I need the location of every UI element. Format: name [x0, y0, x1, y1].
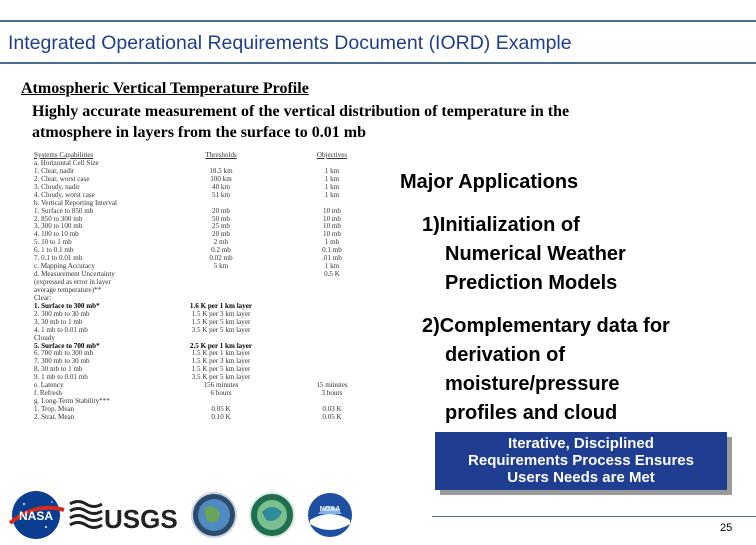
threshold-cell: 156 minutes [203, 381, 239, 390]
condition-cell: 5. Surface to 700 mb* [34, 341, 100, 350]
conditions-header: Systems Capabilities [34, 151, 94, 159]
application-line: derivation of [445, 344, 566, 366]
threshold-cell: 1.5 K per 3 km layer [191, 357, 251, 366]
objective-cell [302, 295, 362, 303]
objective-cell: 0.1 mb [322, 246, 342, 255]
thresholds-column [166, 152, 276, 422]
earth-seal-icon [250, 493, 294, 537]
condition-cell: 6. 700 mb to 300 mb [34, 349, 94, 358]
objective-cell: 1 km [324, 190, 340, 199]
application-line: 1)Initialization of [422, 214, 580, 236]
usgs-logo-text: USGS [104, 504, 178, 534]
objective-cell: 1 km [324, 166, 340, 175]
threshold-cell: 5 km [213, 262, 229, 271]
threshold-cell: 2.5 K per 1 km layer [189, 341, 253, 350]
page-title: Integrated Operational Requirements Document (IORD) Example [8, 32, 572, 54]
objective-cell: 10 mb [323, 206, 341, 215]
objective-cell [302, 343, 362, 351]
requirements-table [34, 152, 354, 482]
condition-cell: 7. 0.1 to 0.01 mb [34, 254, 83, 263]
section-description [32, 101, 732, 143]
objective-cell [302, 319, 362, 327]
objective-cell: 3 hours [321, 389, 343, 398]
application-line: 2)Complementary data for [422, 315, 670, 337]
threshold-cell: 100 km [210, 174, 232, 183]
objectives-header: Objectives [316, 151, 348, 159]
threshold-cell: 1.6 K per 1 km layer [189, 301, 253, 310]
description-line: Highly accurate measurement of the vertical distribution of temperature in the [32, 103, 570, 120]
threshold-cell: 25 mb [212, 222, 230, 231]
objective-cell [302, 303, 362, 311]
condition-cell: f. Refresh [34, 389, 62, 398]
threshold-cell [166, 287, 276, 295]
usgs-logo [70, 502, 178, 535]
objective-cell: 1 mb [324, 238, 340, 247]
condition-cell: 7. 300 mb to 30 mb [34, 357, 90, 366]
objective-cell [302, 327, 362, 335]
condition-cell: 3. 30 mb to 1 mb [34, 317, 83, 326]
objective-cell [302, 311, 362, 319]
description-line: atmosphere in layers from the surface to 0.01 mb [32, 124, 367, 141]
condition-cell: 3. 300 to 100 mb [34, 222, 83, 231]
condition-cell: 4. 100 to 10 mb [34, 230, 79, 239]
condition-cell: 1. Clear, nadir [34, 166, 75, 175]
objective-cell: 1 km [324, 182, 340, 191]
condition-cell: 2. 850 to 300 mb [34, 214, 83, 223]
condition-cell: b. Vertical Reporting Interval [34, 198, 117, 207]
objective-cell: 0.05 K [322, 412, 342, 421]
condition-cell: 2. Clear, worst case [34, 174, 90, 183]
condition-cell: 1. Surface to 300 mb* [34, 301, 100, 310]
threshold-cell: 2 mb [213, 238, 229, 247]
condition-cell: g. Long-Term Stability*** [34, 397, 110, 406]
objective-cell [302, 287, 362, 295]
objective-cell [302, 279, 362, 287]
condition-cell: 9. 1 mb to 0.01 mb [34, 373, 88, 382]
section-heading: Atmospheric Vertical Temperature Profile [21, 80, 309, 97]
globe-seal-icon [192, 493, 236, 537]
callout-line: Users Needs are Met [507, 469, 655, 486]
major-applications [400, 168, 745, 435]
top-rule [0, 20, 756, 22]
objective-cell [302, 358, 362, 366]
objective-cell: 1 km [324, 174, 340, 183]
page-number: 25 [720, 522, 733, 534]
threshold-cell: 0.02 mb [209, 254, 233, 263]
bottom-rule [432, 516, 756, 517]
objective-cell: 10 mb [323, 230, 341, 239]
application-item [400, 211, 745, 298]
condition-cell: average temperature)** [34, 285, 102, 294]
threshold-cell: 0.2 mb [211, 246, 231, 255]
threshold-cell: 3.5 K per 5 km layer [191, 373, 251, 382]
threshold-cell: 51 km [212, 190, 230, 199]
threshold-cell: 20 mb [212, 206, 230, 215]
callout-line: Requirements Process Ensures [468, 452, 694, 469]
threshold-cell: 6 hours [210, 389, 232, 398]
objective-cell: 0.03 K [322, 405, 342, 413]
objective-cell: 10 mb [323, 214, 341, 223]
nasa-logo [10, 491, 64, 539]
threshold-cell: 20 mb [212, 230, 230, 239]
application-line: moisture/pressure [445, 373, 620, 395]
threshold-cell: 0.10 K [211, 412, 231, 421]
threshold-cell: 50 mb [212, 214, 230, 223]
nasa-logo-text: NASA [18, 509, 54, 523]
threshold-cell: 1.5 K per 3 km layer [191, 309, 251, 318]
condition-cell: 3. Cloudy, nadir [34, 182, 80, 191]
callout-box [435, 432, 727, 490]
objective-cell: 1 km [324, 262, 340, 271]
threshold-cell: 1.5 K per 1 km layer [191, 349, 251, 358]
condition-cell: 2. Strat. Mean [34, 412, 75, 421]
threshold-cell: 1.5 K per 5 km layer [191, 317, 251, 326]
objective-cell [302, 366, 362, 374]
condition-cell: a. Horizontal Cell Size [34, 158, 99, 167]
application-line: Prediction Models [445, 272, 618, 294]
condition-cell: d. Measurement Uncertainty [34, 270, 115, 279]
conditions-column [34, 152, 172, 422]
condition-cell: (expressed as error in layer [34, 278, 111, 286]
condition-cell: Clear: [34, 293, 52, 302]
objective-cell: 0.5 K [324, 270, 340, 279]
condition-cell: 5. 10 to 1 mb [34, 238, 72, 247]
application-line: Numerical Weather [445, 243, 626, 265]
condition-cell: c. Mapping Accuracy [34, 262, 95, 271]
objective-cell [302, 335, 362, 343]
objective-cell [302, 350, 362, 358]
condition-cell: 6. 1 to 0.1 mb [34, 246, 74, 255]
threshold-cell: 0.05 K [211, 405, 231, 413]
title-rule [0, 62, 756, 64]
applications-title: Major Applications [400, 171, 579, 193]
condition-cell: e. Latency [34, 381, 64, 390]
condition-cell: 1. Surface to 850 mb [34, 206, 94, 215]
threshold-cell: 18.5 km [209, 166, 233, 175]
threshold-cell [166, 271, 276, 279]
condition-cell: Cloudy [34, 333, 55, 342]
objectives-column [302, 152, 362, 422]
condition-cell: 8. 30 mb to 1 mb [34, 365, 83, 374]
condition-cell: 1. Trop. Mean [34, 405, 75, 413]
callout-line: Iterative, Disciplined [508, 435, 654, 452]
condition-cell: 4. 1 mb to 0.01 mb [34, 325, 88, 334]
threshold-cell: 1.5 K per 5 km layer [191, 365, 251, 374]
agency-logos [0, 490, 430, 540]
threshold-cell: 3.5 K per 5 km layer [191, 325, 251, 334]
objective-cell: 10 mb [323, 222, 341, 231]
application-line: profiles and cloud [445, 402, 618, 424]
objective-cell: 15 minutes [316, 381, 348, 390]
condition-cell: 2. 300 mb to 30 mb [34, 309, 90, 318]
application-item [400, 312, 745, 428]
noaa-logo-text: NOAA [319, 506, 341, 513]
threshold-cell: 40 km [212, 182, 230, 191]
threshold-cell [166, 279, 276, 287]
objective-cell: .01 mb [322, 254, 342, 263]
thresholds-header: Thresholds [205, 151, 237, 159]
condition-cell: 4. Cloudy, worst case [34, 190, 95, 199]
noaa-logo [308, 493, 352, 537]
